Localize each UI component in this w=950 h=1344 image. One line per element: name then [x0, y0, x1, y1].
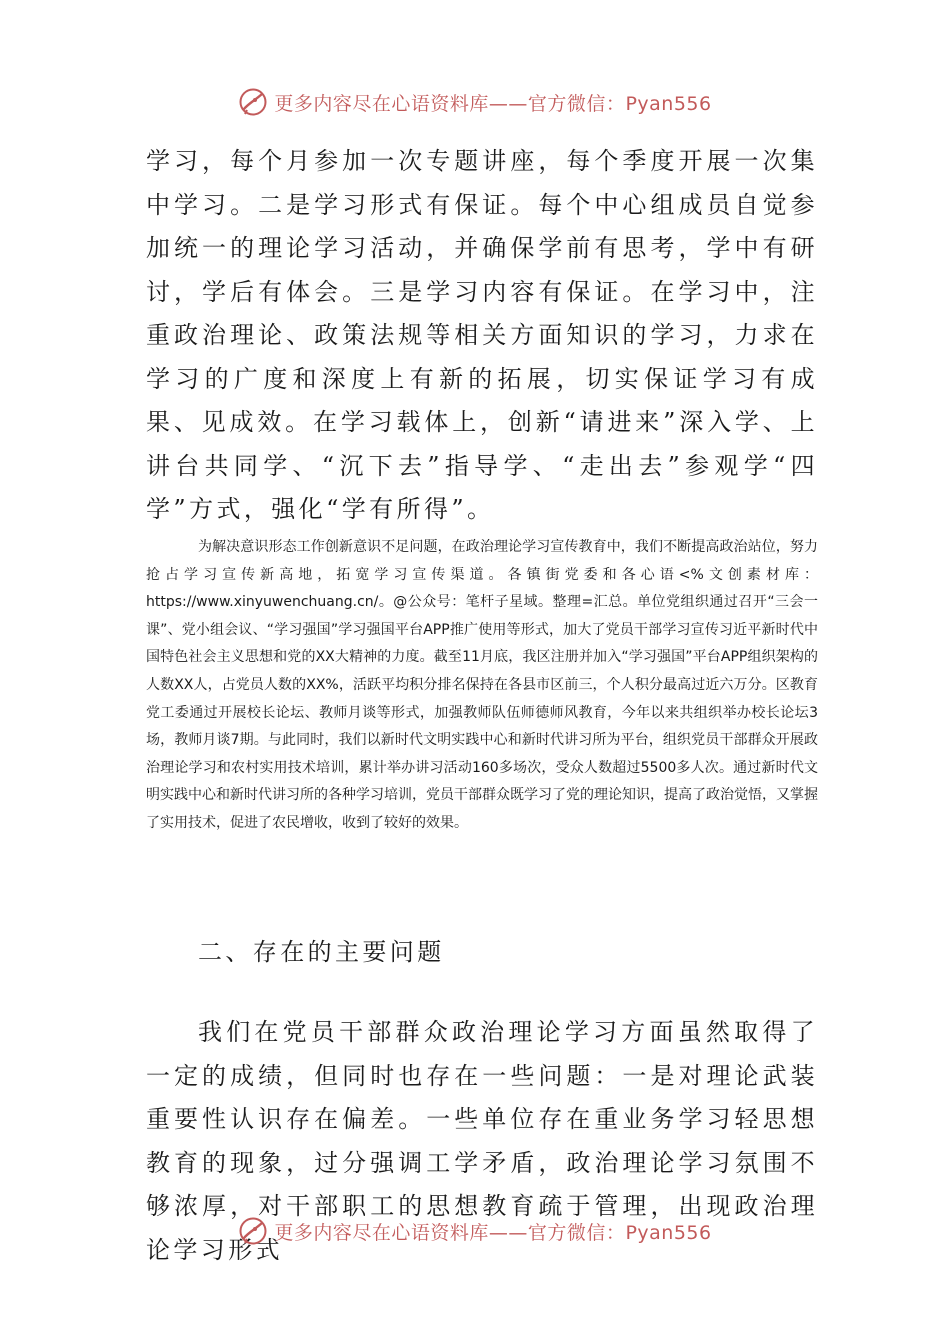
- footer-banner: [0, 1211, 950, 1251]
- section-heading-problems: 二、存在的主要问题: [198, 938, 445, 966]
- header-banner-text: [274, 89, 711, 116]
- footer-banner-text: [274, 1218, 711, 1245]
- paragraph-study-guarantee: 学习，每个月参加一次专题讲座，每个季度开展一次集中学习。二是学习形式有保证。每个中心组成员自觉参加统一的理论学习活动，并确保学前有思考，学中有研讨，学后有体会。三是学习内容有保证。在学习中，注重政治理论、政策法规等相关方面知识的学习，力求在学习的广度和深度上有新的拓展，切实保证学习有成果、见成效。在学习载体上，创新“请进来”深入学、上讲台共同学、“沉下去”指导学、“走出去”参观学“四学”方式，强化“学有所得”。: [146, 147, 818, 523]
- footer-banner-official: 官方微信：: [527, 1221, 626, 1244]
- header-banner-separator: ——: [488, 92, 528, 115]
- header-banner: [0, 82, 950, 122]
- header-banner-wechat-id: Pyan556: [625, 92, 712, 115]
- paragraph-innovation: 为解决意识形态工作创新意识不足问题，在政治理论学习宣传教育中，我们不断提高政治站位，努力抢占学习宣传新高地，拓宽学习宣传渠道。各镇街党委和各心语<%文创素材库：https://www.xinyuwenchuang.cn/。@公众号：笔杆子星域。整理=汇总。单位党组织通过召开“三会一课”、党小组会议、“学习强国”学习强国平台APP推广使用等形式，加大了党员干部学习宣传习近平新时代中国特色社会主义思想和党的XX大精神的力度。截至11月底，我区注册并加入“学习强国”平台APP组织架构的人数XX人，占党员人数的XX%，活跃平均积分排名保持在各县市区前三，个人积分最高过近六万分。区教育党工委通过开展校长论坛、教师月谈等形式，加强教师队伍师德师风教育，今年以来共组织举办校长论坛3场，教师月谈7期。与此同时，我们以新时代文明实践中心和新时代讲习所为平台，组织党员干部群众开展政治理论学习和农村实用技术培训，累计举办讲习活动160多场次，受众人数超过5500多人次。通过新时代文明实践中心和新时代讲习所的各种学习培训，党员干部群众既学习了党的理论知识，提高了政治觉悟，又掌握了实用技术，促进了农民增收，收到了较好的效果。: [146, 539, 818, 831]
- footer-banner-separator: ——: [488, 1221, 528, 1244]
- pen-nib-logo-icon: [238, 1216, 268, 1246]
- pen-nib-logo-icon: [238, 87, 268, 117]
- paragraph-problems: 我们在党员干部群众政治理论学习方面虽然取得了一定的成绩，但同时也存在一些问题：一是对理论武装重要性认识存在偏差。一些单位存在重业务学习轻思想教育的现象，过分强调工学矛盾，政治理论学习氛围不够浓厚，对干部职工的思想教育疏于管理，出现政治理论学习形式: [146, 1018, 818, 1264]
- footer-banner-main: 更多内容尽在心语资料库: [274, 1221, 489, 1244]
- header-banner-official: 官方微信：: [527, 92, 626, 115]
- header-banner-main: 更多内容尽在心语资料库: [274, 92, 489, 115]
- footer-banner-wechat-id: Pyan556: [625, 1221, 712, 1244]
